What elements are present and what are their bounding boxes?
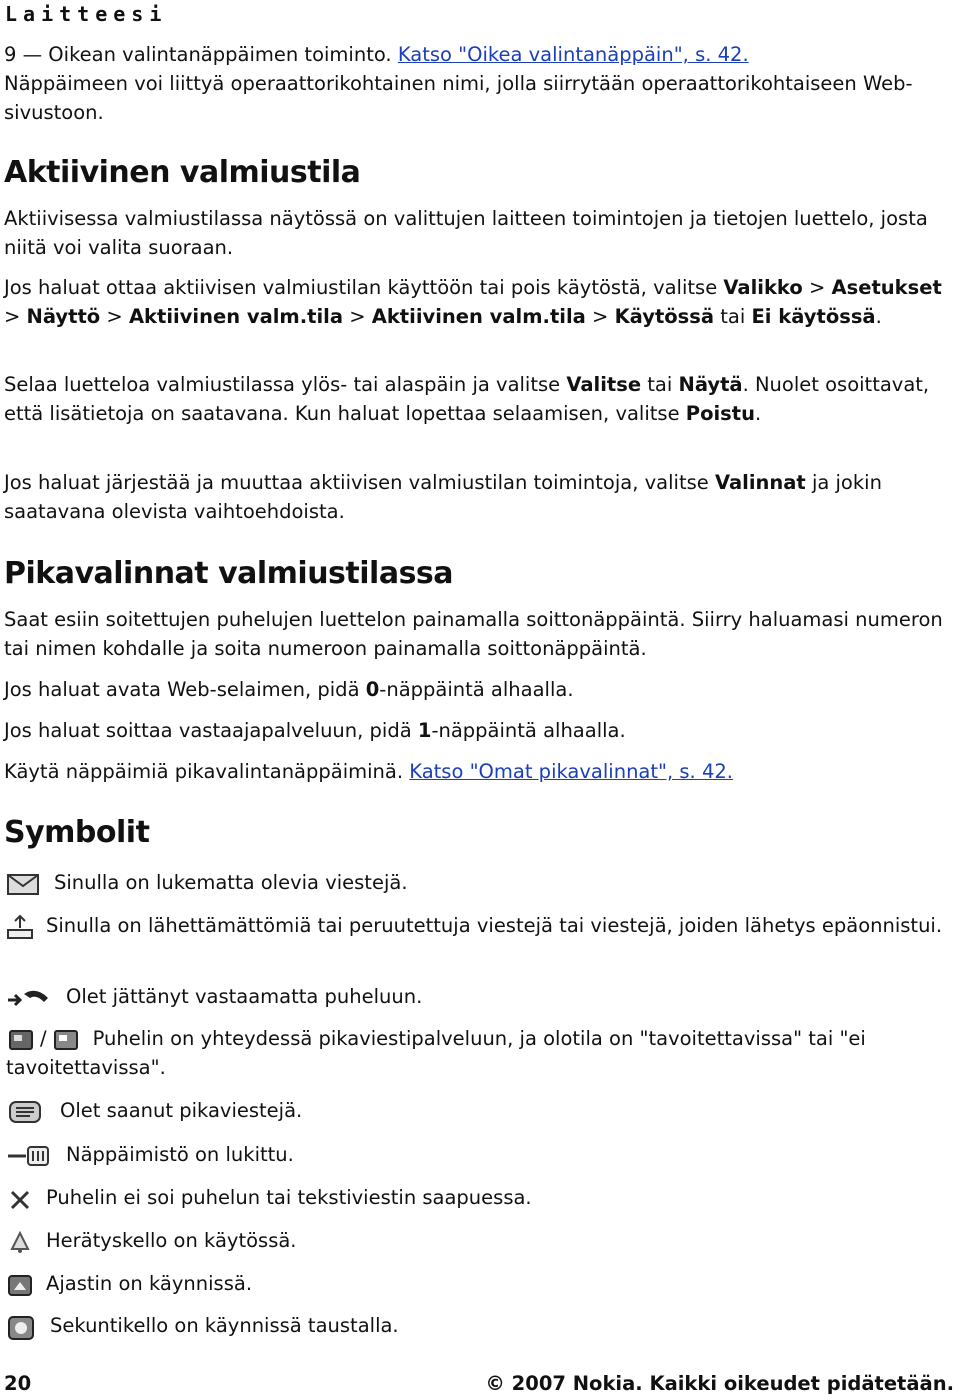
symbol-row [6,1269,956,1298]
intro-paragraph [4,40,956,127]
key-1: 1 [417,719,432,742]
option-valinnat: Valinnat [714,471,806,494]
option-nayta: Näytä [678,373,743,396]
text: tai [641,373,679,396]
alarm-icon [6,1229,34,1255]
menu-path-aktiivinen-2: Aktiivinen valm.tila [371,305,586,328]
key-0: 0 [365,678,380,701]
text: Selaa luetteloa valmiustilassa ylös- tai alaspäin ja valitse [4,373,567,396]
paragraph: Aktiivisessa valmiustilassa näytössä on valittujen laitteen toimintojen ja tietojen luettelo, josta niitä voi valita suoraan. [4,207,928,259]
section-heading-symbols: Symbolit [4,815,150,850]
text: Jos haluat avata Web-selaimen, pidä [4,678,366,701]
option-poistu: Poistu [685,402,755,425]
symbol-row [6,911,956,940]
paragraph: Saat esiin soitettujen puhelujen luettelon painamalla soittonäppäintä. Siirry haluamasi numeron tai nimen kohdalle ja soita numeroon painamalla soittonäppäintä. [4,608,943,660]
stopwatch-icon [6,1313,38,1341]
symbol-row [6,1024,956,1082]
symbol-row [6,1226,956,1255]
symbol-description: Puhelin on yhteydessä pikaviestipalveluun, ja olotila on "tavoitettavissa" tai "ei tavoitettavissa". [6,1027,866,1079]
symbol-row [6,1183,956,1212]
text: . Nuolet osoittavat, että lisätietoja on saatavana. Kun haluat lopettaa selaamisen, valitse [4,373,930,425]
paragraph-menu-path: Jos haluat ottaa aktiivisen valmiustilan käyttöön tai pois käytöstä, valitse Valikko > Asetukset > Näyttö > Aktiivinen valm.tila > Aktiivinen valm.tila > Käytössä tai Ei käytössä. [4,276,942,328]
separator: > [585,305,615,328]
timer-icon [6,1272,34,1298]
paragraph-browse: Selaa luetteloa valmiustilassa ylös- tai alaspäin ja valitse Valitse tai Näytä. Nuolet osoittavat, että lisätietoja on saatavana. Kun haluat lopettaa selaamisen, valitse Poistu. [4,373,930,425]
missed-call-icon [6,986,52,1010]
icon-separator: / [40,1027,47,1050]
paragraph [4,716,956,745]
symbol-row [6,982,956,1011]
section-heading-shortcuts: Pikavalinnat valmiustilassa [4,556,454,591]
symbol-description: Sinulla on lukematta olevia viestejä. [54,871,408,894]
text: ja jokin saatavana olevista vaihtoehdoista. [4,471,882,523]
paragraph [4,675,956,704]
page-number: 20 [4,1372,32,1395]
text: Jos haluat soittaa vastaajapalveluun, pidä [4,719,418,742]
separator: > [802,276,832,299]
intro-text-2: Näppäimeen voi liittyä operaattorikohtainen nimi, jolla siirrytään operaattorikohtaiseen Web-sivustoon. [4,72,913,124]
intro-link[interactable]: Katso "Oikea valintanäppäin", s. 42. [397,43,749,66]
keypad-lock-icon [6,1144,52,1168]
text: Jos haluat ottaa aktiivisen valmiustilan käyttöön tai pois käytöstä, valitse [4,276,724,299]
section-heading-active-standby: Aktiivinen valmiustila [4,155,361,190]
paragraph-arrange [4,468,956,526]
text: -näppäintä alhaalla. [379,678,574,701]
separator: > [343,305,372,328]
menu-path-kaytossa: Käytössä [614,305,715,328]
symbol-description: Olet saanut pikaviestejä. [60,1099,303,1122]
menu-path-ei-kaytossa: Ei käytössä [751,305,876,328]
menu-path-naytto: Näyttö [26,305,101,328]
intro-text: 9 — Oikean valintanäppäimen toiminto. [4,43,398,66]
symbol-description: Olet jättänyt vastaamatta puheluun. [66,985,423,1008]
copyright: © 2007 Nokia. Kaikki oikeudet pidätetään. [485,1372,954,1395]
ptt-available-icon [6,1027,36,1053]
ptt-unavailable-icon [51,1027,81,1053]
paragraph [4,757,956,786]
symbol-description: Puhelin ei soi puhelun tai tekstiviestin saapuessa. [46,1186,532,1209]
text: -näppäintä alhaalla. [431,719,626,742]
symbol-description: Sekuntikello on käynnissä taustalla. [50,1314,399,1337]
symbol-row [6,1096,956,1125]
symbol-row [6,1140,956,1169]
option-valitse: Valitse [566,373,642,396]
shortcuts-link[interactable]: Katso "Omat pikavalinnat", s. 42. [409,760,733,783]
symbol-row [6,868,956,897]
running-header: Laitteesi [5,2,168,26]
outbox-icon [6,914,34,940]
text: Käytä näppäimiä pikavalintanäppäiminä. [4,760,410,783]
silent-icon [6,1186,34,1212]
separator: > [100,305,129,328]
menu-path-asetukset: Asetukset [831,276,942,299]
text: Jos haluat järjestää ja muuttaa aktiivisen valmiustilan toimintoja, valitse [4,471,715,494]
menu-path-valikko: Valikko [723,276,803,299]
separator: > [4,305,27,328]
envelope-icon [6,871,40,897]
text: tai [714,305,752,328]
symbol-description: Sinulla on lähettämättömiä tai peruutettuja viestejä tai viestejä, joiden lähetys epäonnistui. [46,914,943,937]
instant-message-icon [6,1099,46,1125]
symbol-description: Näppäimistö on lukittu. [66,1143,294,1166]
symbol-description: Ajastin on käynnissä. [46,1272,253,1295]
menu-path-aktiivinen-1: Aktiivinen valm.tila [128,305,343,328]
symbol-description: Herätyskello on käytössä. [46,1229,297,1252]
symbol-row [6,1311,956,1341]
